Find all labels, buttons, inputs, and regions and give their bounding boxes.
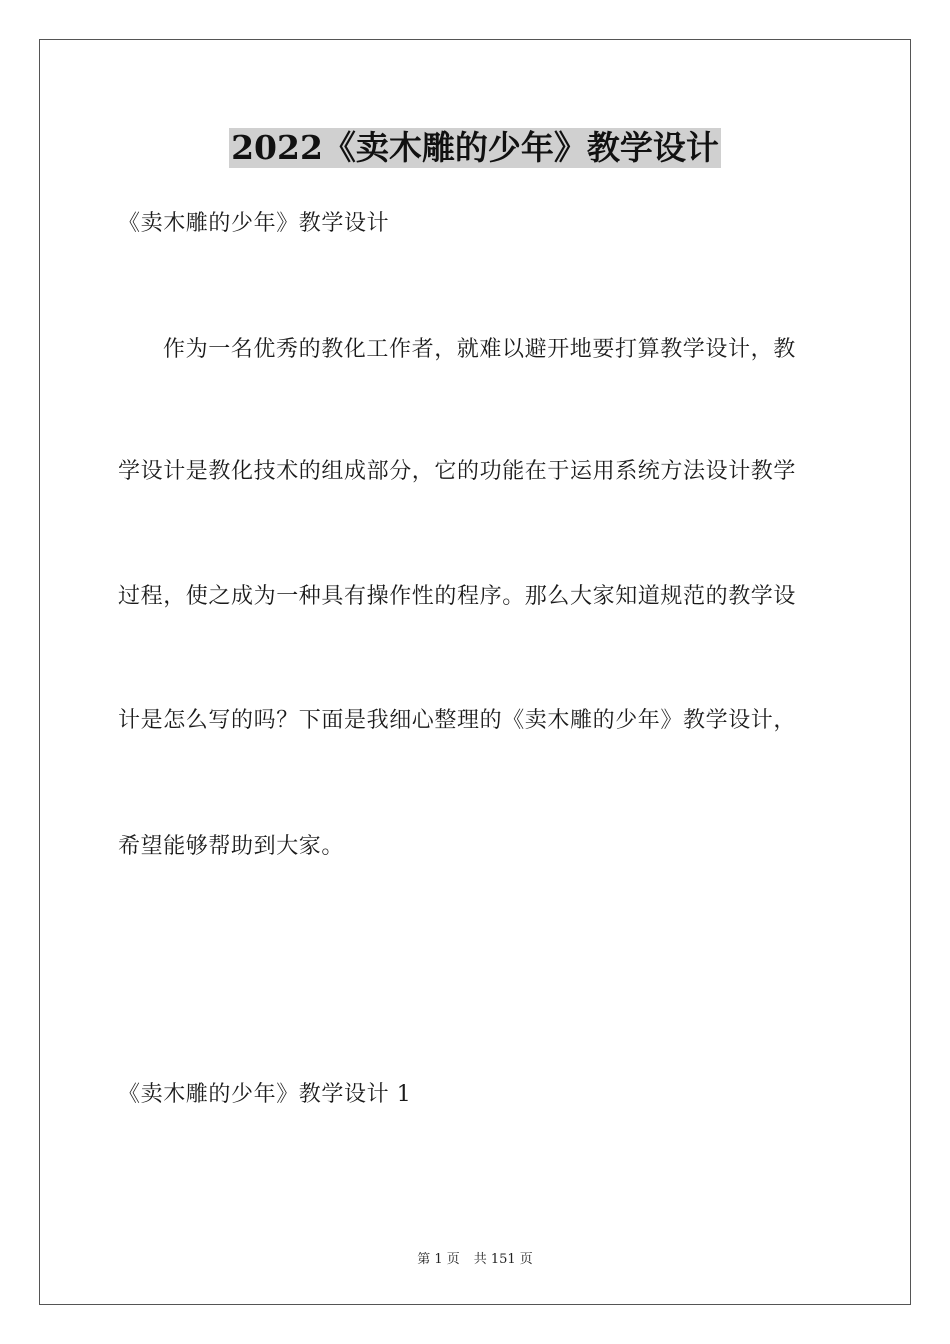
intro-line-3: 过程，使之成为一种具有操作性的程序。那么大家知道规范的教学设 [118, 584, 797, 609]
document-title-text: 2022《卖木雕的少年》教学设计 [231, 128, 719, 167]
section-heading: 《卖木雕的少年》教学设计 1 [118, 1082, 412, 1107]
document-subtitle: 《卖木雕的少年》教学设计 [118, 211, 390, 236]
intro-line-5: 希望能够帮助到大家。 [118, 834, 345, 859]
intro-line-4: 计是怎么写的吗？下面是我细心整理的《卖木雕的少年》教学设计， [118, 708, 797, 733]
intro-line-2: 学设计是教化技术的组成部分，它的功能在于运用系统方法设计教学 [118, 459, 797, 484]
document-title [0, 128, 950, 168]
intro-line-1: 作为一名优秀的教化工作者，就难以避开地要打算教学设计，教 [163, 337, 796, 362]
page-total: 共 151 页 [473, 1252, 533, 1267]
page-footer [0, 1248, 950, 1267]
page-number: 第 1 页 [417, 1252, 460, 1267]
